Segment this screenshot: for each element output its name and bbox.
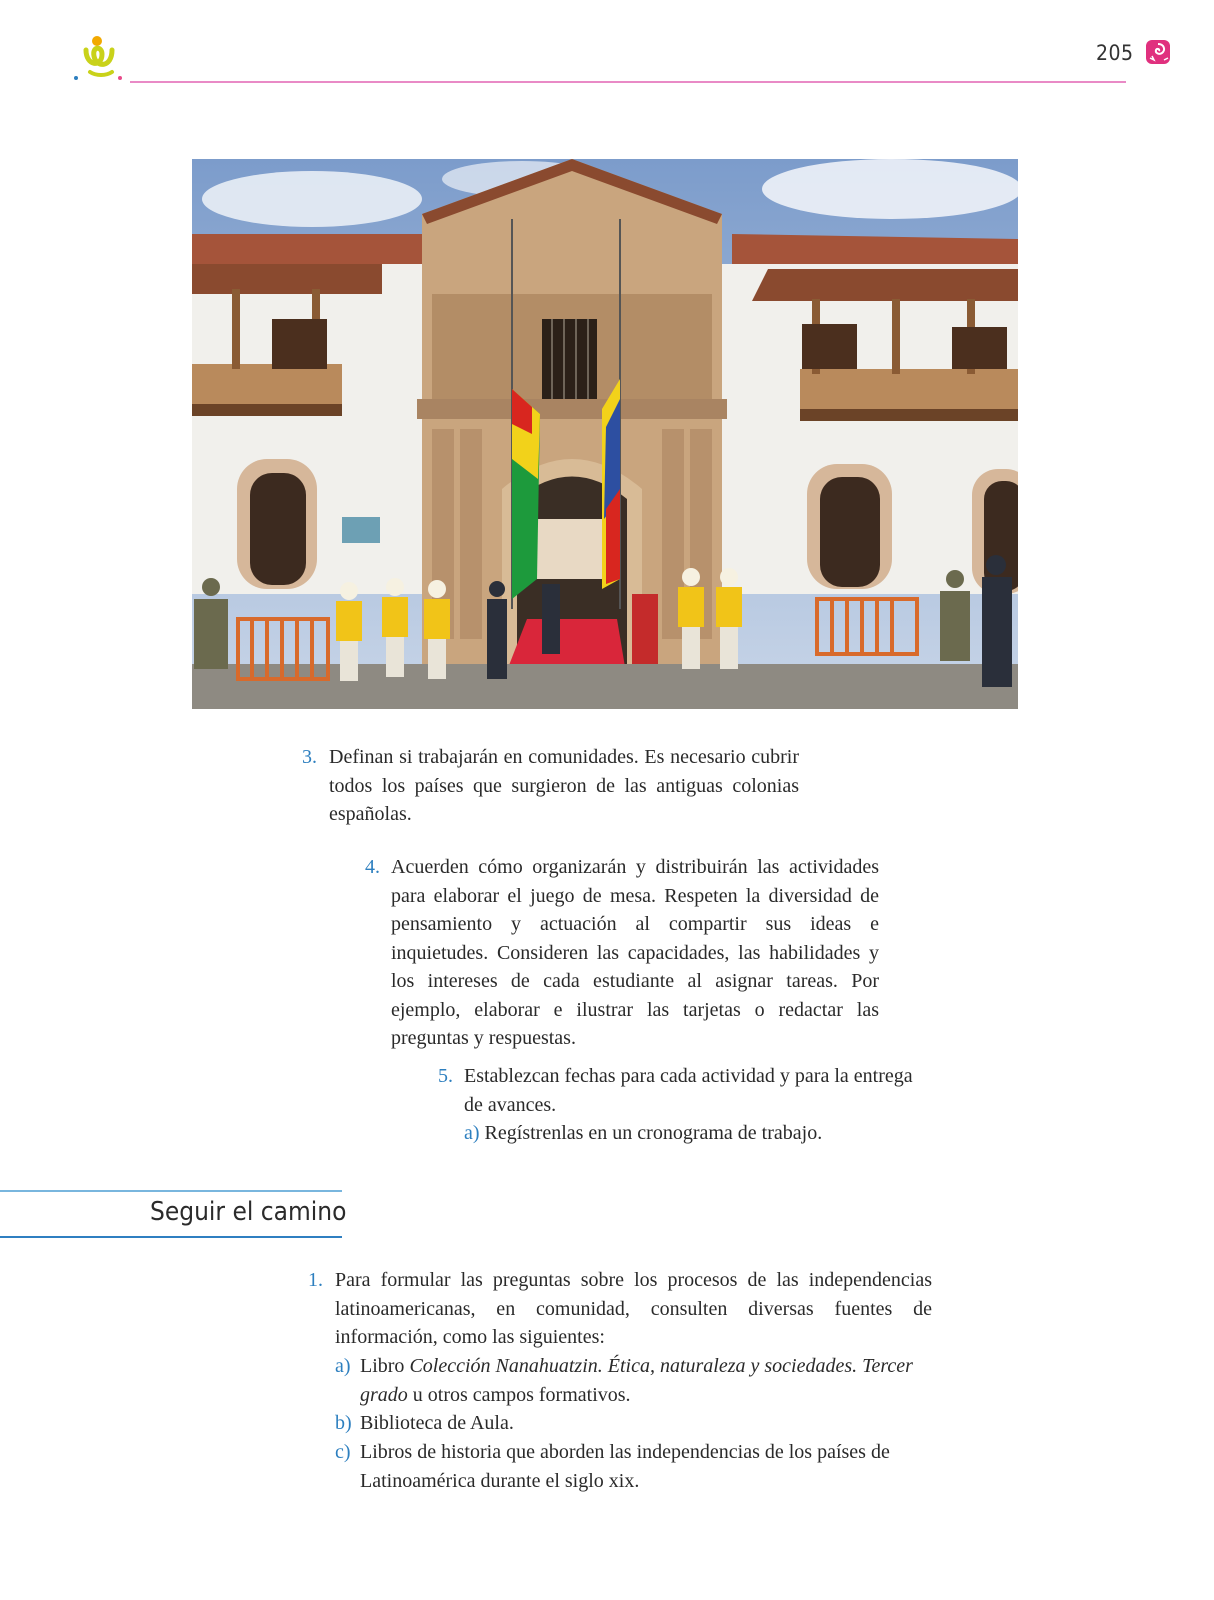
step-text: Definan si trabajarán en comunidades. Es necesario cubrir todos los países que surgieron de las antiguas colonias españolas. — [329, 746, 799, 825]
page-number: 205 — [1096, 41, 1134, 65]
item-text: Para formular las preguntas sobre los procesos de las independencias latinoamericanas, en comunidad, consulten diversas fuentes de información, como las siguientes: — [335, 1269, 932, 1348]
item-number: 1. — [308, 1269, 323, 1291]
header-rule — [130, 81, 1126, 83]
step-number: 3. — [302, 746, 317, 768]
step-number: 5. — [438, 1065, 453, 1087]
sub-text-pre: Libro — [360, 1355, 410, 1377]
sub-text: Biblioteca de Aula. — [360, 1412, 514, 1434]
step-number: 4. — [365, 856, 380, 878]
section-title: Seguir el camino — [150, 1197, 347, 1227]
section-bar-bottom — [0, 1236, 342, 1238]
sub-letter: b) — [335, 1412, 352, 1434]
sub-text-post: u otros campos formativos. — [407, 1383, 631, 1406]
sub-letter: a) — [335, 1355, 351, 1377]
sub-letter: c) — [335, 1441, 351, 1463]
colonial-building-ceremony-photo — [192, 159, 1018, 709]
step-text: Acuerden cómo organizarán y distribuirán las actividades para elaborar el juego de mesa. Respeten la diversidad de pensamiento y actuación al compartir sus ideas e inquietudes. Consideren las capacidades, las habilidades y los intereses de cada estudiante al asignar tareas. Por ejemplo, elaborar e ilustrar las tarjetas o redactar las preguntas y respuestas. — [391, 856, 879, 1049]
pink-spiral-glyph-icon — [1144, 38, 1172, 66]
sub-text: Libros de historia que aborden las independencias de los países de Latinoamérica durante el siglo xix. — [360, 1441, 890, 1492]
sub-letter: a) — [464, 1122, 480, 1144]
book-title: Colección Nanahuatzin. Ética, naturaleza y sociedades. Tercer grado — [360, 1355, 913, 1406]
step-sub-item — [464, 1119, 934, 1148]
sprout-figure-logo-icon — [72, 32, 128, 84]
section-bar-top — [0, 1190, 342, 1192]
step-text: Establezcan fechas para cada actividad y para la entrega de avances. — [464, 1065, 913, 1116]
sub-text: Regístrenlas en un cronograma de trabajo. — [484, 1122, 823, 1144]
